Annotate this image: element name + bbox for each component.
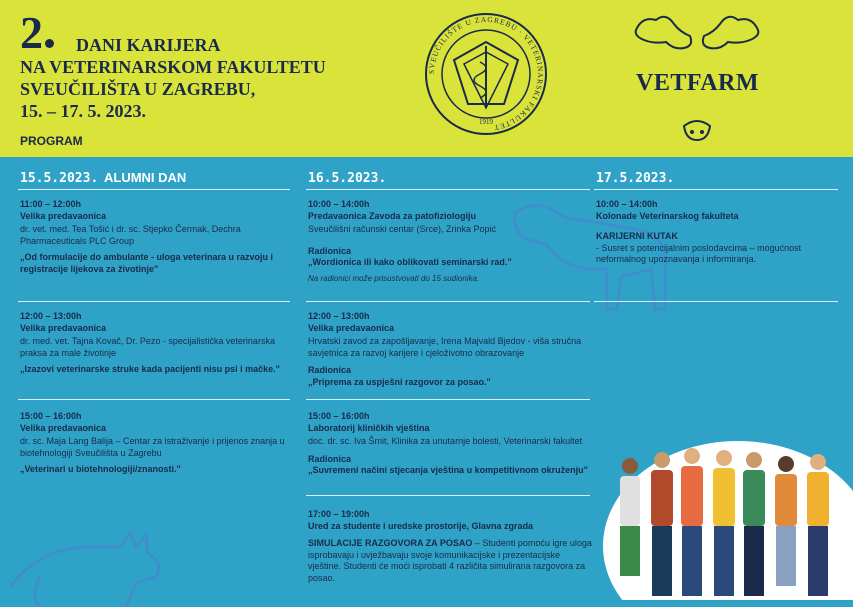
session-time: 15:00 – 16:00h — [308, 411, 370, 421]
session-place: Velika predavaonica — [20, 210, 107, 221]
seal-ring-text: SVEUČILIŠTE U ZAGREBU · VETERINARSKI FAKULTET — [426, 14, 546, 133]
day1-subtitle: ALUMNI DAN — [104, 170, 187, 185]
session-time: 12:00 – 13:00h — [308, 311, 370, 321]
session-speakers: dr. vet. med. Tea Tošić i dr. sc. Stjepko Čermak, Dechra Pharmaceuticals PLC Group — [20, 224, 241, 246]
session-block — [308, 411, 593, 477]
divider — [306, 301, 590, 302]
title-line-4: 15. – 17. 5. 2023. — [20, 101, 146, 121]
divider — [306, 399, 590, 400]
session-place: Velika predavaonica — [20, 322, 107, 333]
divider — [18, 399, 290, 400]
cat-watermark-icon — [0, 527, 170, 607]
day3-date: 17.5.2023. — [596, 171, 675, 186]
session-speakers: doc. dr. sc. Iva Šmit, Klinika za unutarnje bolesti, Veterinarski fakultet — [308, 436, 583, 446]
session-title: „Suvremeni načini stjecanja vještina u kompetitivnom okruženju" — [308, 465, 588, 475]
session-place: Velika predavaonica — [20, 422, 107, 433]
day1-date: 15.5.2023. — [20, 171, 99, 186]
session-time: 10:00 – 14:00h — [596, 199, 658, 209]
session-block — [308, 311, 593, 388]
session-place: Kolonade Veterinarskog fakulteta — [596, 210, 739, 221]
session-block — [20, 411, 285, 476]
divider — [594, 189, 838, 190]
seal-year: 1919 — [479, 118, 493, 126]
session-title: „Priprema za uspješni razgovor za posao." — [308, 376, 491, 387]
people-illustration-icon — [600, 436, 853, 600]
session-type: Radionica — [308, 453, 352, 464]
session-time: 15:00 – 16:00h — [20, 411, 82, 421]
divider — [306, 189, 590, 190]
vetfarm-text: VETFARM — [636, 70, 760, 96]
program-label: PROGRAM — [20, 134, 83, 148]
divider — [306, 495, 590, 496]
divider — [594, 301, 838, 302]
session-type: Radionica — [308, 245, 352, 256]
session-place: Predavaonica Zavoda za patofiziologiju — [308, 210, 477, 221]
session-type: KARIJERNI KUTAK — [596, 231, 678, 241]
session-title: „Izazovi veterinarske struke kada pacijenti nisu psi i mačke." — [20, 364, 280, 374]
session-description: - Susret s potencijalnim poslodavcima – mogućnost neformalnog upoznavanja i informiranja. — [596, 242, 802, 264]
session-type: Radionica — [308, 365, 352, 375]
session-block — [20, 311, 285, 376]
session-block — [308, 199, 588, 284]
session-speakers: dr. med. vet. Tajna Kovač, Dr. Pezo - specijalistička veterinarska praksa za male životinje — [20, 336, 275, 358]
session-block — [596, 199, 836, 266]
session-time: 10:00 – 14:00h — [308, 199, 370, 209]
session-place: Ured za studente i uredske prostorije, Glavna zgrada — [308, 520, 534, 531]
title-line-3: SVEUČILIŠTA U ZAGREBU, — [20, 79, 256, 99]
session-type: SIMULACIJE RAZGOVORA ZA POSAO — [308, 538, 473, 548]
session-block — [308, 509, 593, 584]
session-time: 11:00 – 12:00h — [20, 199, 82, 209]
session-speakers: Hrvatski zavod za zapošljavanje, Irena Majvald Bjedov - viša stručna savjetnica za razvoj karijere i cjeloživotno obrazovanje — [308, 336, 582, 358]
session-speakers: dr. sc. Maja Lang Balija – Centar za istraživanje i prijenos znanja u biotehnologiji Sveučilišta u Zagrebu — [20, 436, 285, 458]
session-block — [20, 199, 285, 275]
session-time: 17:00 – 19:00h — [308, 509, 370, 519]
session-description: – Studenti pomoću igre uloga isprobavaju i uvježbavaju svoje komunikacijske i prezentacijske vještine. Studenti će moći isprobati 4 različita simulirana razgovora za posao. — [308, 538, 592, 583]
session-place: Laboratorij kliničkih vještina — [308, 422, 430, 433]
edition-number: 2 — [20, 10, 54, 56]
day2-date: 16.5.2023. — [308, 171, 387, 186]
session-time: 12:00 – 13:00h — [20, 311, 82, 321]
session-title: „Veterinari u biotehnologiji/znanosti." — [20, 464, 181, 474]
divider — [18, 189, 290, 190]
divider — [18, 301, 290, 302]
title-line-1: DANI KARIJERA — [76, 35, 221, 55]
session-title: „Wordionica ili kako oblikovati seminarski rad." — [308, 257, 512, 267]
header-band — [0, 0, 853, 157]
faculty-seal-icon — [424, 12, 548, 136]
session-place: Velika predavaonica — [308, 322, 395, 333]
session-title: „Od formulacije do ambulante - uloga veterinara u razvoju i registracije lijekova za životinje" — [20, 252, 274, 274]
session-note: Na radionici može prisustvovati do 15 sudionika. — [308, 273, 480, 283]
title-line-2: NA VETERINARSKOM FAKULTETU — [20, 57, 326, 77]
session-speakers: Sveučilišni računski centar (Srce), Zrinka Popić — [308, 224, 497, 234]
